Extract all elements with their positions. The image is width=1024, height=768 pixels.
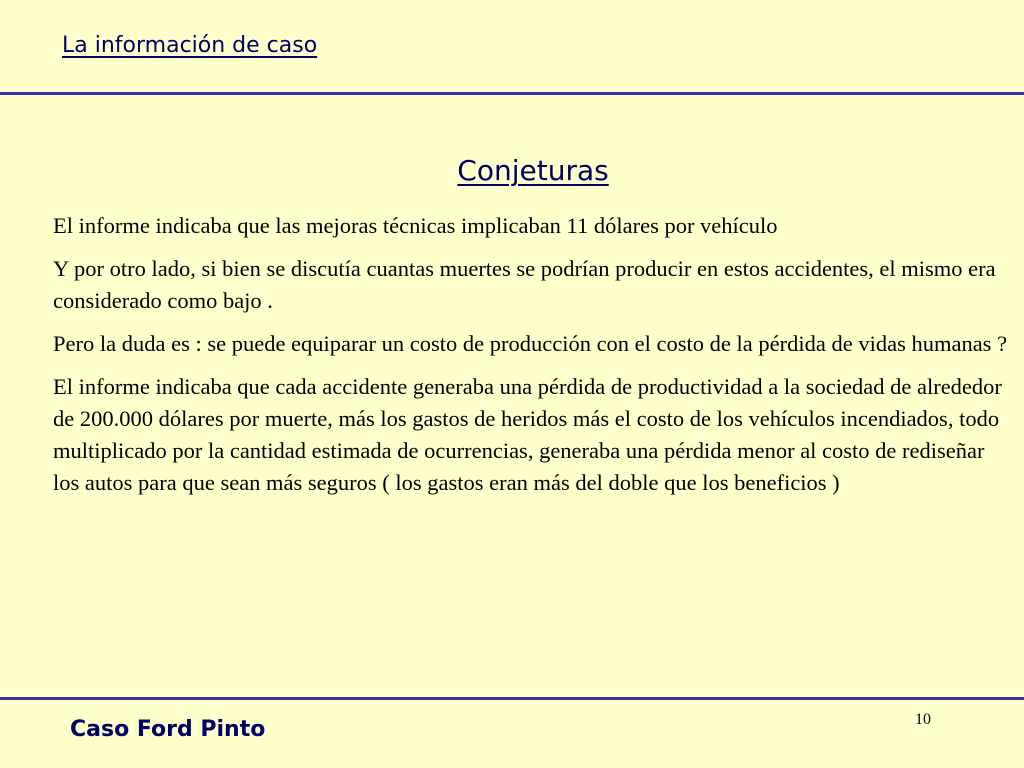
top-divider bbox=[0, 92, 1024, 95]
paragraph-ethical-question: Pero la duda es : se puede equiparar un costo de producción con el costo de la pérdida de vidas humanas ? bbox=[53, 331, 1008, 356]
footer-title: Caso Ford Pinto bbox=[70, 717, 266, 742]
slide-subtitle: Conjeturas bbox=[457, 154, 609, 187]
page-number: 10 bbox=[915, 711, 931, 728]
bottom-divider bbox=[0, 697, 1024, 700]
paragraph-technical-improvements: El informe indicaba que las mejoras técnicas implicaban 11 dólares por vehículo bbox=[53, 213, 778, 238]
header-title: La información de caso bbox=[62, 33, 318, 58]
paragraph-deaths-estimate: Y por otro lado, si bien se discutía cuantas muertes se podrían producir en estos accidentes, el mismo era considerado como bajo . bbox=[53, 256, 996, 313]
paragraph-cost-benefit: El informe indicaba que cada accidente generaba una pérdida de productividad a la sociedad de alrededor de 200.000 dólares por muerte, más los gastos de heridos más el costo de los vehículos incendiados, todo multiplicado por la cantidad estimada de ocurrencias, generaba una pérdida menor al costo de rediseñar los autos para que sean más seguros ( los gastos eran más del doble que los beneficios ) bbox=[53, 374, 1002, 495]
slide-body bbox=[53, 210, 1015, 510]
